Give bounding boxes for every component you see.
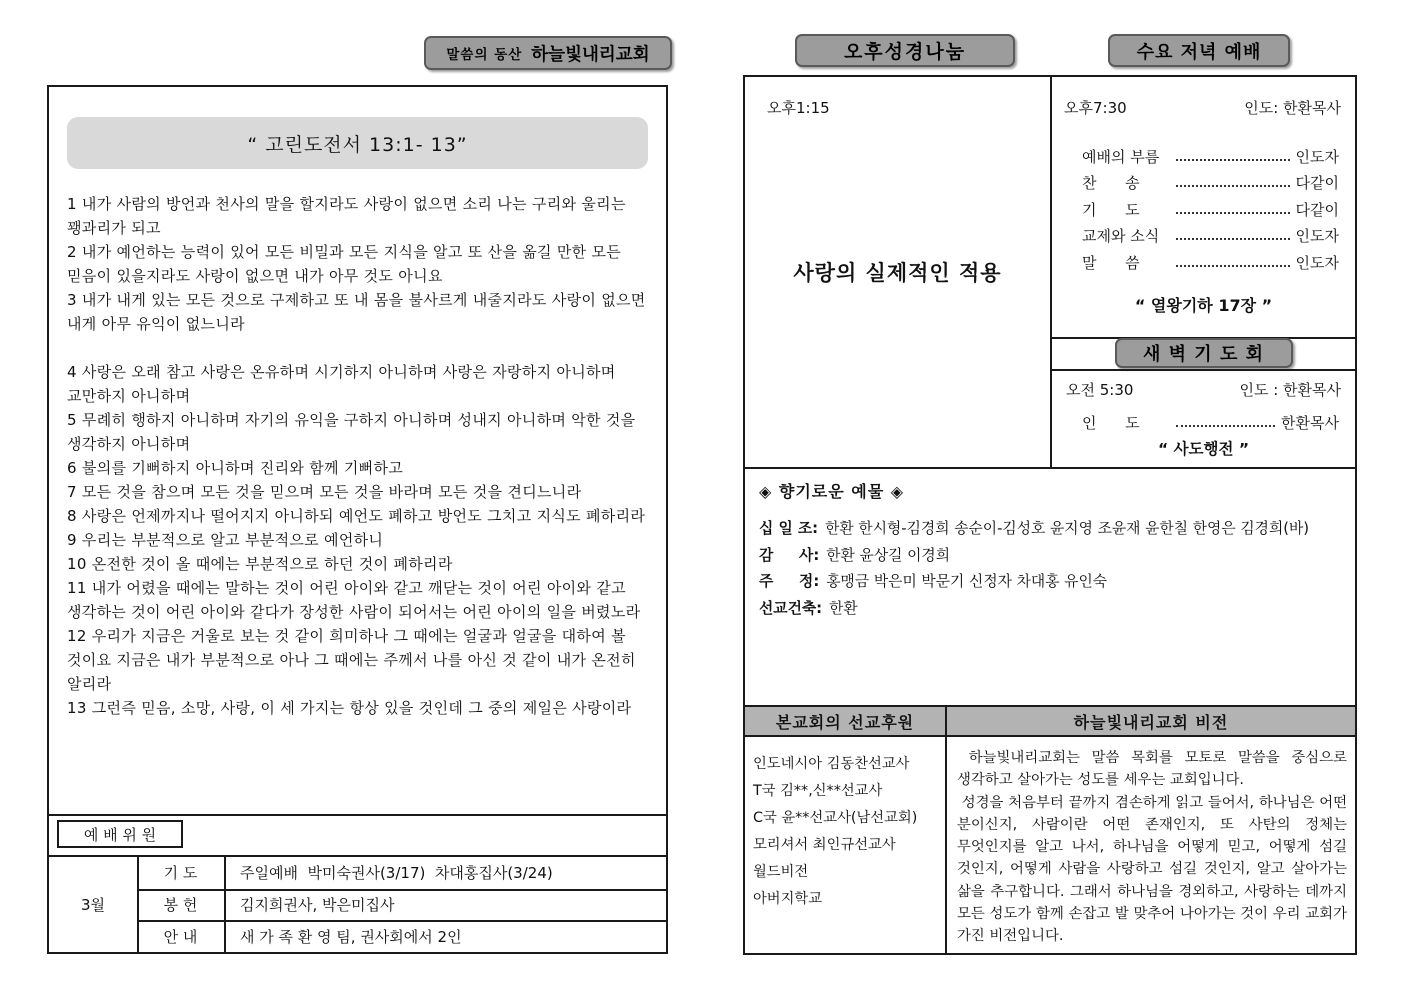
vision-paragraph: 하늘빛내리교회는 말씀 목회를 모토로 말씀을 중심으로 생각하고 살아가는 성도를 세우는 교회입니다.	[957, 750, 1352, 789]
offering-row	[759, 544, 1345, 571]
order-item-by: 다같이	[1295, 200, 1339, 219]
bottom-content-row	[745, 735, 1355, 953]
offering-names: 한환 한시형-김경희 송순이-김성호 윤지영 조윤재 윤한칠 한영은 김경희(바)	[825, 520, 1310, 537]
dawn-head	[1066, 379, 1341, 400]
verse-line: 8 사랑은 언제까지나 떨어지지 아니하되 예언도 폐하고 방언도 그치고 지식도 폐하리라	[67, 507, 646, 525]
mission-header: 본교회의 선교후원	[745, 707, 947, 735]
order-item-name: 찬 송	[1082, 174, 1140, 193]
table-hline	[137, 889, 666, 891]
order-item	[1082, 143, 1339, 170]
worship-committee-table	[49, 855, 666, 952]
afternoon-topic: 사랑의 실제적인 적용	[793, 261, 1002, 285]
wednesday-passage: “ 열왕기하 17장 ”	[1134, 296, 1273, 315]
offering-label: 십 일 조:	[759, 520, 819, 537]
order-item-by: 다같이	[1295, 174, 1339, 193]
vision-paragraph: 성경을 처음부터 끝까지 겸손하게 읽고 들어서, 하나님은 어떤 분이신지, 사람이란 어떤 존재인지, 또 사탄의 정체는 무엇인지를 알고 나서, 하나님을 어떻게 믿고, 어떻게 섬길 것인지, 어떻게 사람을 사랑하고 섬길 것인지, 알고 살아가는 삶을 추구합니다. 그래서 하나님을 경외하고, 사랑하는 데까지 모든 성도가 함께 손잡고 발 맞추어 나아가는 것이 우리 교회가 가진 비전입니다.	[957, 794, 1352, 945]
offering-names: 한환	[829, 599, 858, 617]
dawn-order-list	[1082, 409, 1339, 436]
wednesday-head	[1064, 97, 1341, 118]
committee-people-cell: 새 가 족 환 영 팀, 권사회에서 2인	[240, 927, 462, 946]
order-item-name: 기 도	[1082, 200, 1140, 219]
order-item	[1082, 170, 1339, 197]
dawn-leader: 인도 : 한환목사	[1239, 381, 1341, 399]
committee-people-cell: 김지희권사, 박은미집사	[240, 895, 395, 914]
offerings-title: ◈ 향기로운 예물 ◈	[759, 482, 905, 501]
service-panel	[743, 75, 1357, 955]
verse-line: 3 내가 내게 있는 모든 것으로 구제하고 또 내 몸을 불사르게 내줄지라도 사랑이 없으면 내게 아무 유익이 없느니라	[67, 291, 646, 333]
offering-label: 감 사:	[759, 546, 820, 564]
afternoon-time: 오후1:15	[767, 99, 830, 117]
dotted-leader	[1176, 159, 1290, 161]
offering-label: 선교건축:	[759, 599, 823, 617]
dotted-leader	[1176, 185, 1290, 187]
vision-text	[947, 737, 1355, 953]
verse-line: 10 온전한 것이 올 때에는 부분적으로 하던 것이 폐하리라	[67, 555, 453, 573]
dawn-prayer-badge: 새 벽 기 도 회	[1115, 338, 1293, 368]
mission-item: 모리셔서 최인규선교사	[753, 837, 896, 853]
verse-line: 2 내가 예언하는 능력이 있어 모든 비밀과 모든 지식을 알고 또 산을 옮길 만한 모든 믿음이 있을지라도 사랑이 없으면 내가 아무 것도 아니요	[67, 243, 622, 285]
mission-item: 인도네시아 김동찬선교사	[753, 756, 910, 772]
wednesday-time: 오후7:30	[1064, 99, 1127, 117]
offerings-section	[745, 467, 1355, 705]
offerings-list	[759, 517, 1345, 623]
church-name-badge	[424, 36, 672, 70]
order-item-by: 인도자	[1295, 253, 1339, 272]
scripture-panel	[47, 85, 668, 954]
section-divider	[1052, 369, 1355, 371]
scripture-title: “ 고린도전서 13:1- 13”	[67, 117, 648, 169]
order-item-name: 교제와 소식	[1082, 227, 1160, 246]
bottom-header-row	[745, 705, 1355, 735]
verse-line: 5 무례히 행하지 아니하며 자기의 유익을 구하지 아니하며 성내지 아니하며 악한 것을 생각하지 아니하며	[67, 411, 636, 453]
wednesday-service-cell	[1052, 77, 1355, 467]
dotted-leader	[1176, 238, 1290, 240]
offering-names: 한환 윤상길 이경희	[826, 546, 951, 564]
order-item	[1082, 223, 1339, 250]
mission-item: T국 김**,신**선교사	[753, 783, 883, 799]
table-vline	[137, 857, 139, 952]
order-item	[1082, 409, 1339, 436]
order-item-name: 인 도	[1082, 413, 1140, 432]
verse-line: 4 사랑은 오래 참고 사랑은 온유하며 시기하지 아니하며 사랑은 자랑하지 아니하며 교만하지 아니하며	[67, 363, 616, 405]
verse-line: 13 그런즉 믿음, 소망, 사랑, 이 세 가지는 항상 있을 것인데 그 중의 제일은 사랑이라	[67, 699, 632, 717]
verse-line: 12 우리가 지금은 거울로 보는 것 같이 희미하나 그 때에는 얼굴과 얼굴을 대하여 볼 것이요 지금은 내가 부분적으로 아나 그 때에는 주께서 나를 아신 것 같이 내가 온전히 알리라	[67, 627, 636, 693]
table-hline	[137, 920, 666, 922]
wednesday-service-badge: 수요 저녁 예배	[1108, 34, 1290, 67]
offering-row	[759, 517, 1345, 544]
dotted-leader	[1176, 265, 1290, 267]
order-item	[1082, 196, 1339, 223]
afternoon-bible-cell	[745, 77, 1052, 467]
footer-divider	[47, 814, 668, 816]
mission-list	[745, 737, 947, 953]
verse-line	[67, 336, 654, 360]
verse-line: 7 모든 것을 참으며 모든 것을 믿으며 모든 것을 바라며 모든 것을 견디느니라	[67, 483, 582, 501]
committee-duty-cell: 봉 헌	[163, 895, 198, 914]
mission-item: C국 윤**선교사(남선교회)	[753, 810, 918, 826]
committee-people-cell: 주일예배 박미숙권사(3/17) 차대홍집사(3/24)	[240, 864, 553, 883]
mission-item: 월드비전	[753, 864, 809, 880]
dotted-leader	[1176, 212, 1290, 214]
offering-names: 홍맹금 박은미 박문기 신정자 차대홍 유인숙	[826, 573, 1108, 590]
verse-line: 6 불의를 기뻐하지 아니하며 진리와 함께 기뻐하고	[67, 459, 404, 477]
worship-committee-label: 예 배 위 원	[57, 820, 183, 848]
scripture-verses	[67, 192, 654, 720]
order-item-by: 인도자	[1295, 227, 1339, 246]
dawn-time: 오전 5:30	[1066, 381, 1134, 399]
order-item-by: 인도자	[1295, 147, 1339, 166]
order-item-by: 한환목사	[1281, 413, 1339, 432]
table-vline	[224, 857, 226, 952]
dawn-passage: “ 사도행전 ”	[1157, 440, 1250, 458]
afternoon-bible-badge: 오후성경나눔	[795, 34, 1015, 67]
verse-line: 1 내가 사람의 방언과 천사의 말을 할지라도 사랑이 없으면 소리 나는 구리와 울리는 꽹과리가 되고	[67, 195, 626, 237]
wednesday-leader: 인도: 한환목사	[1244, 99, 1341, 117]
order-item	[1082, 249, 1339, 276]
offering-row	[759, 570, 1345, 597]
committee-month-cell: 3월	[80, 895, 106, 914]
vision-header: 하늘빛내리교회 비전	[1073, 712, 1229, 732]
verse-line: 9 우리는 부분적으로 알고 부분적으로 예언하니	[67, 531, 384, 549]
dotted-leader	[1176, 425, 1275, 427]
service-top-section	[745, 77, 1355, 467]
verse-line: 11 내가 어렸을 때에는 말하는 것이 어린 아이와 같고 깨닫는 것이 어린 아이와 같고 생각하는 것이 어린 아이와 같다가 장성한 사람이 되어서는 어린 아이의 일을 버렸노라	[67, 579, 641, 621]
order-item-name: 예배의 부름	[1082, 147, 1160, 166]
offering-row	[759, 597, 1345, 624]
mission-item: 아버지학교	[753, 891, 823, 907]
wednesday-order-list	[1082, 143, 1339, 276]
order-item-name: 말 씀	[1082, 253, 1140, 272]
church-badge-prefix: 말씀의 동산	[446, 47, 523, 63]
offering-label: 주 정:	[759, 573, 820, 590]
committee-duty-cell: 안 내	[163, 927, 198, 946]
church-badge-name: 하늘빛내리교회	[531, 44, 650, 65]
committee-duty-cell: 기 도	[163, 864, 198, 883]
